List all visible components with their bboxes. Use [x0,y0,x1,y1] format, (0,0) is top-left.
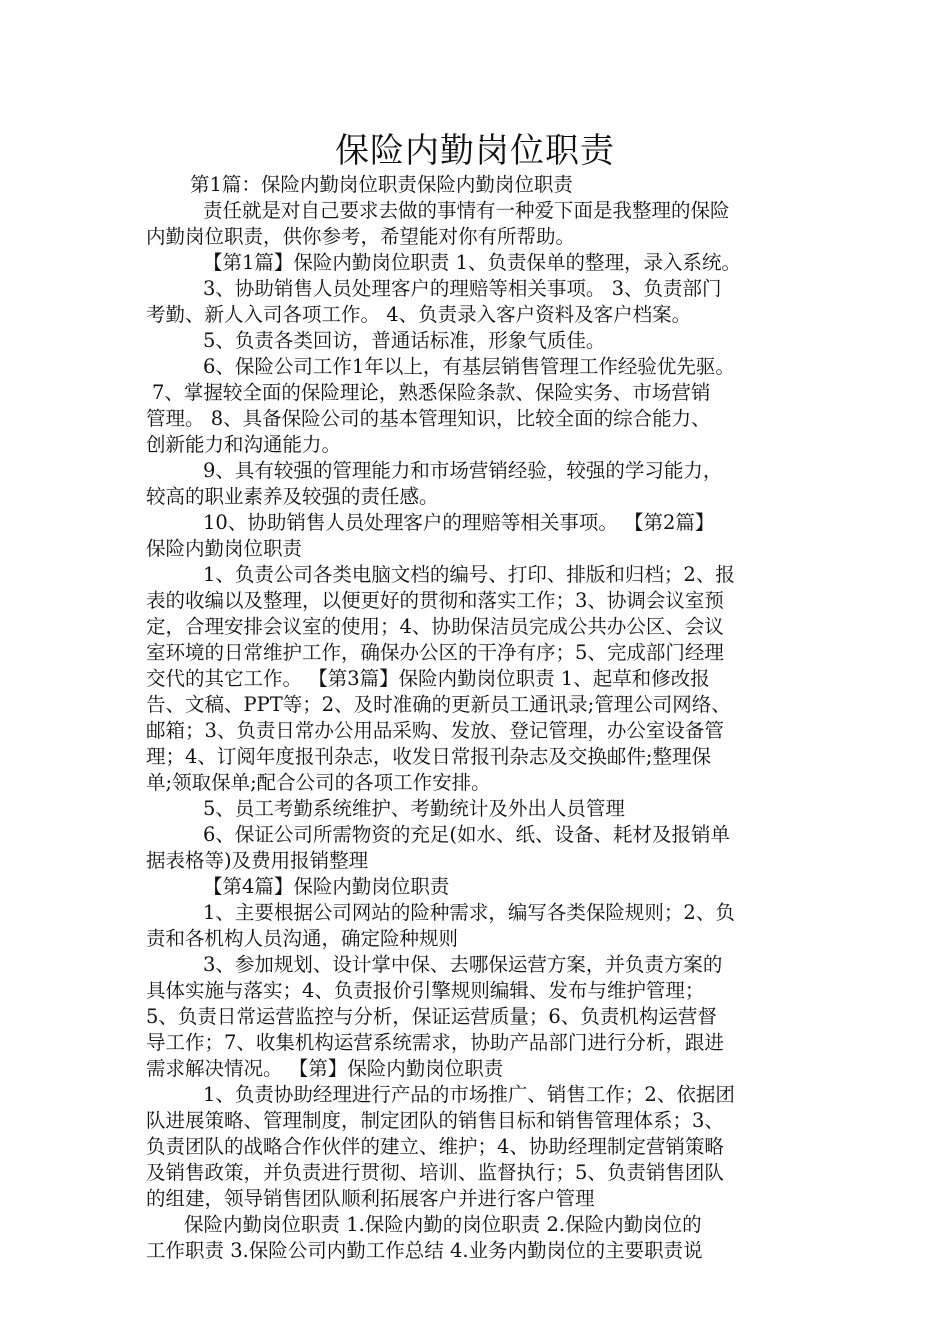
text-line: 较高的职业素养及较强的责任感。 [146,485,439,508]
text-line: 9、具有较强的管理能力和市场营销经验，较强的学习能力， [203,459,723,482]
text-line: 的组建，领导销售团队顺利拓展客户并进行客户管理 [146,1187,595,1210]
document-title: 保险内勤岗位职责 [335,131,615,171]
text-line: 第1篇：保险内勤岗位职责保险内勤岗位职责 [190,173,573,196]
text-line: 保险内勤岗位职责 [146,537,303,560]
text-line: 【第4篇】保险内勤岗位职责 [203,875,450,898]
text-line: 导工作；7、收集机构运营系统需求，协助产品部门进行分析，跟进 [146,1031,724,1054]
text-line: 表的收编以及整理，以便更好的贯彻和落实工作；3、协调会议室预 [146,589,724,612]
text-line: 据表格等)及费用报销整理 [146,849,369,872]
text-line: 3、协助销售人员处理客户的理赔等相关事项。 3、负责部门 [203,277,722,300]
text-line: 1、负责公司各类电脑文档的编号、打印、排版和归档；2、报 [203,563,735,586]
text-line: 5、员工考勤系统维护、考勤统计及外出人员管理 [203,797,625,820]
text-line: 及销售政策，并负责进行贯彻、培训、监督执行；5、负责销售团队 [146,1161,724,1184]
text-line: 责和各机构人员沟通，确定险种规则 [146,927,459,950]
text-line: 具体实施与落实；4、负责报价引擎规则编辑、发布与维护管理； [146,979,705,1002]
text-line: 创新能力和沟通能力。 [146,433,342,456]
text-line: 需求解决情况。 【第】保险内勤岗位职责 [146,1057,504,1080]
text-line: 1、负责协助经理进行产品的市场推广、销售工作；2、依据团 [203,1083,735,1106]
text-line: 邮箱；3、负责日常办公用品采购、发放、登记管理，办公室设备管 [146,719,724,742]
text-line: 10、协助销售人员处理客户的理赔等相关事项。 【第2篇】 [203,511,715,534]
text-line: 1、主要根据公司网站的险种需求，编写各类保险规则；2、负 [203,901,735,924]
text-line: 6、保险公司工作1年以上，有基层销售管理工作经验优先驱。 [203,355,735,378]
text-line: 队进展策略、管理制度，制定团队的销售目标和销售管理体系；3、 [146,1109,724,1132]
text-line: 交代的其它工作。 【第3篇】保险内勤岗位职责 1、起草和修改报 [146,667,710,690]
text-line: 责任就是对自己要求去做的事情有一种爱下面是我整理的保险 [203,199,730,222]
text-line: 5、负责各类回访，普通话标准，形象气质佳。 [203,329,606,352]
text-line: 定，合理安排会议室的使用；4、协助保洁员完成公共办公区、会议 [146,615,724,638]
text-line: 管理。 8、具备保险公司的基本管理知识，比较全面的综合能力、 [146,407,711,430]
text-line: 告、文稿、PPT等；2、及时准确的更新员工通讯录;管理公司网络、 [146,693,731,716]
text-line: 工作职责 3.保险公司内勤工作总结 4.业务内勤岗位的主要职责说 [146,1239,703,1262]
text-line: 负责团队的战略合作伙伴的建立、维护；4、协助经理制定营销策略 [146,1135,724,1158]
text-line: 3、参加规划、设计掌中保、去哪保运营方案，并负责方案的 [203,953,723,976]
text-line: 7、掌握较全面的保险理论，熟悉保险条款、保险实务、市场营销 [152,381,711,404]
text-line: 单;领取保单;配合公司的各项工作安排。 [146,771,491,794]
text-line: 内勤岗位职责，供你参考，希望能对你有所帮助。 [146,225,576,248]
text-line: 考勤、新人入司各项工作。 4、负责录入客户资料及客户档案。 [146,303,692,326]
text-line: 保险内勤岗位职责 1.保险内勤的岗位职责 2.保险内勤岗位的 [184,1213,702,1236]
text-line: 理；4、订阅年度报刊杂志，收发日常报刊杂志及交换邮件;整理保 [146,745,711,768]
text-line: 6、保证公司所需物资的充足(如水、纸、设备、耗材及报销单 [203,823,731,846]
text-line: 5、负责日常运营监控与分析，保证运营质量；6、负责机构运营督 [146,1005,717,1028]
text-line: 【第1篇】保险内勤岗位职责 1、负责保单的整理，录入系统。 [203,251,742,274]
text-line: 室环境的日常维护工作，确保办公区的干净有序；5、完成部门经理 [146,641,724,664]
